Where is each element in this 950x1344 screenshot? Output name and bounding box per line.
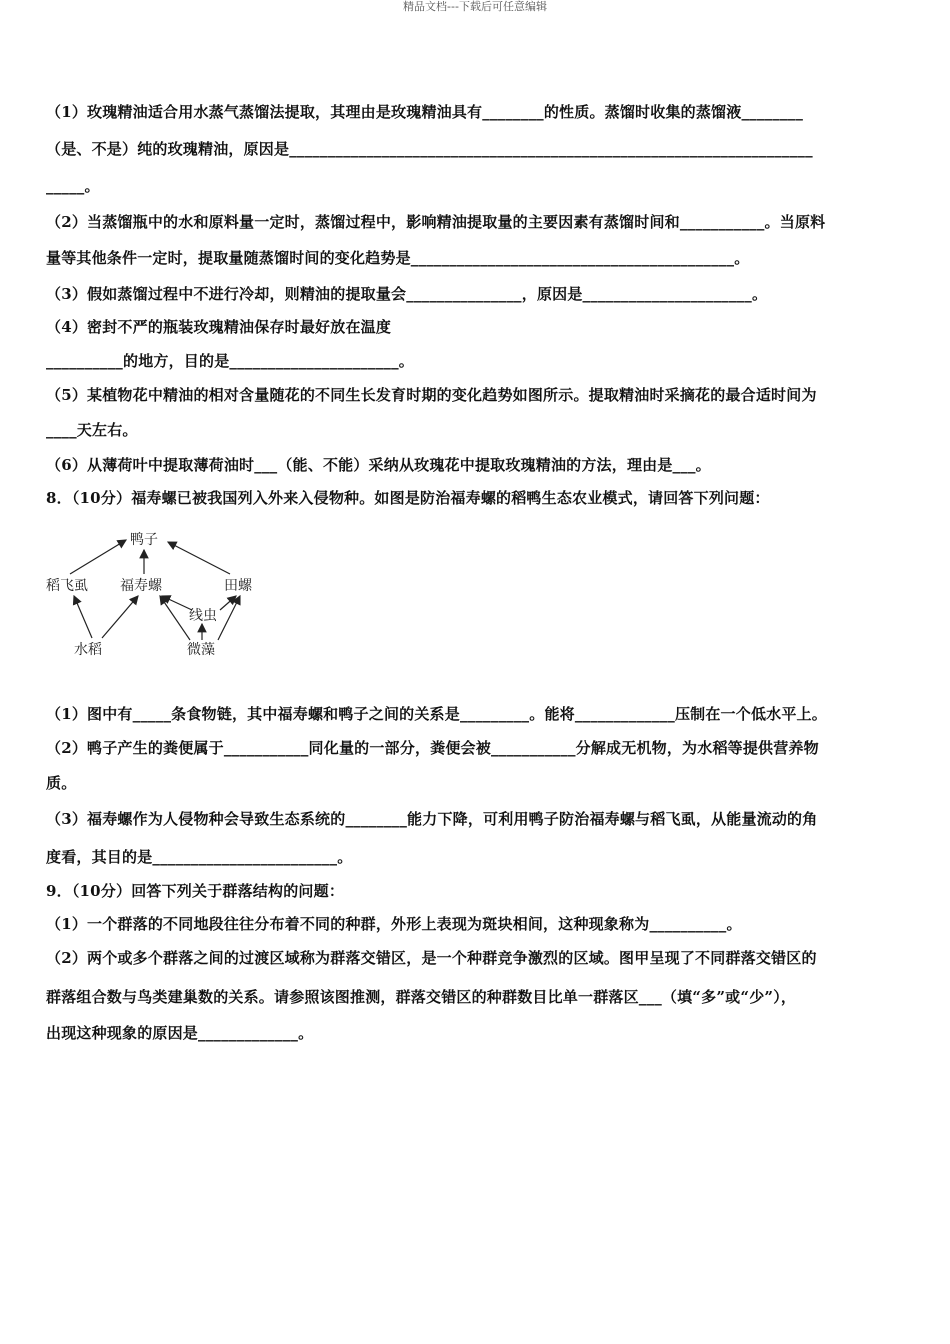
node-nematode: 线虫 — [189, 608, 217, 624]
q7-1-line-1: （1）玫瑰精油适合用水蒸气蒸馏法提取，其理由是玫瑰精油具有________的性质。蒸馏时收集的蒸馏液________ — [46, 103, 804, 121]
node-microalgae: 微藻 — [187, 642, 215, 658]
arrow-nematode-snail — [162, 596, 192, 610]
q9-2-line-3: 出现这种现象的原因是_____________。 — [46, 1024, 314, 1042]
q7-3-line: （3）假如蒸馏过程中不进行冷却，则精油的提取量会_______________，原因是______________________。 — [46, 285, 768, 303]
q8-3-line-2: 度看，其目的是________________________。 — [46, 848, 353, 866]
q7-1-line-2: （是、不是）纯的玫瑰精油，原因是____________________________________________________________________ — [46, 140, 813, 158]
q8-1-line: （1）图中有_____条食物链，其中福寿螺和鸭子之间的关系是_________。能将_____________压制在一个低水平上。 — [46, 705, 827, 723]
q9-title: 9．（10分）回答下列关于群落结构的问题： — [46, 882, 345, 900]
q9-1-line: （1）一个群落的不同地段往往分布着不同的种群，外形上表现为斑块相间，这种现象称为__________。 — [46, 915, 742, 933]
q9-2-line-2: 群落组合数与鸟类建巢数的关系。请参照该图推测，群落交错区的种群数目比单一群落区___（填“多”或“少”）， — [46, 988, 797, 1006]
q7-5-line-1: （5）某植物花中精油的相对含量随花的不同生长发育时期的变化趋势如图所示。提取精油时采摘花的最合适时间为 — [46, 386, 817, 404]
q8-2-line-2: 质。 — [46, 774, 77, 792]
arrow-fieldsnail-duck — [168, 542, 230, 574]
node-planthopper: 稻飞虱 — [46, 578, 88, 594]
node-rice: 水稻 — [74, 642, 102, 658]
page-header: 精品文档---下载后可任意编辑 — [403, 0, 547, 13]
node-apple-snail: 福寿螺 — [120, 578, 162, 594]
arrow-rice-planthopper — [74, 596, 92, 638]
food-web-diagram — [44, 528, 264, 663]
q7-1-line-3: _____。 — [46, 177, 100, 195]
q7-4-line-1: （4）密封不严的瓶装玫瑰精油保存时最好放在温度 — [46, 318, 392, 336]
arrow-planthopper-duck — [70, 540, 126, 574]
node-duck: 鸭子 — [130, 532, 158, 548]
q7-6-line: （6）从薄荷叶中提取薄荷油时___（能、不能）采纳从玫瑰花中提取玫瑰精油的方法，理由是___。 — [46, 456, 711, 474]
q7-4-line-2: __________的地方，目的是______________________。 — [46, 352, 415, 370]
q7-2-line-1: （2）当蒸馏瓶中的水和原料量一定时，蒸馏过程中，影响精油提取量的主要因素有蒸馏时间和___________。当原料 — [46, 213, 826, 231]
q7-2-line-2: 量等其他条件一定时，提取量随蒸馏时间的变化趋势是__________________________________________。 — [46, 249, 750, 267]
q8-title: 8．（10分）福寿螺已被我国列入外来入侵物种。如图是防治福寿螺的稻鸭生态农业模式，请回答下列问题： — [46, 489, 770, 507]
node-field-snail: 田螺 — [224, 578, 252, 594]
arrow-rice-snail — [102, 596, 138, 638]
q8-2-line-1: （2）鸭子产生的粪便属于___________同化量的一部分，粪便会被___________分解成无机物，为水稻等提供营养物 — [46, 739, 819, 757]
q8-3-line-1: （3）福寿螺作为人侵物种会导致生态系统的________能力下降，可利用鸭子防治福寿螺与稻飞虱，从能量流动的角 — [46, 810, 818, 828]
q7-5-line-2: ____天左右。 — [46, 421, 138, 439]
q9-2-line-1: （2）两个或多个群落之间的过渡区域称为群落交错区，是一个种群竞争激烈的区域。图甲呈现了不同群落交错区的 — [46, 949, 817, 967]
